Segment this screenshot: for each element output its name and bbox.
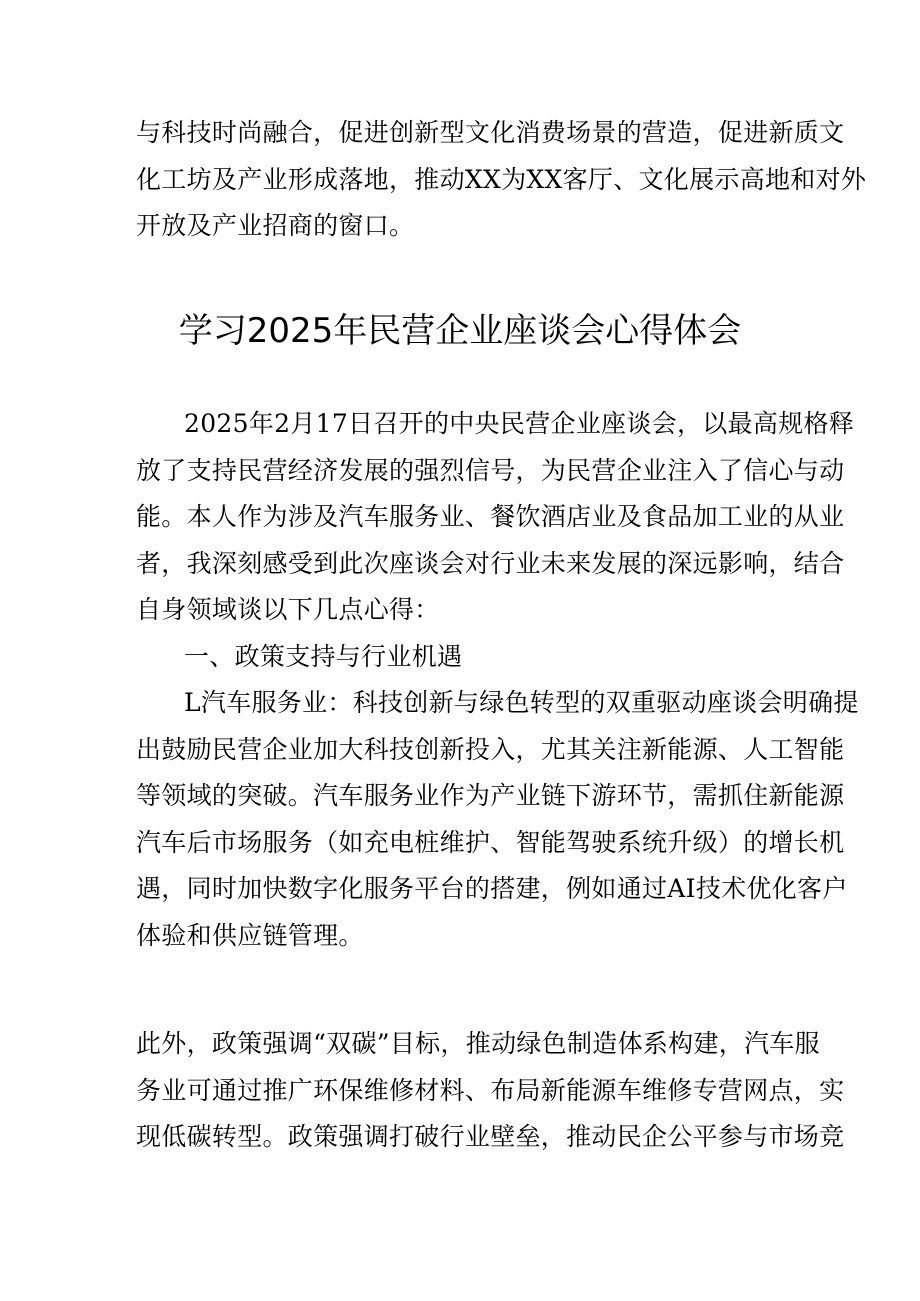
text-line: 此外，政策强调“双碳”目标，推动绿色制造体系构建，汽车服 [136, 1029, 820, 1058]
text-line: 2025年2月17日召开的中央民营企业座谈会，以最高规格释 [184, 409, 855, 438]
text-line: 与科技时尚融合，促进创新型文化消费场景的营造，促进新质文 [136, 118, 845, 147]
text-line: 出鼓励民营企业加大科技创新投入，尤其关注新能源、人工智能 [136, 734, 845, 764]
text-line: 体验和供应链管理。 [136, 920, 364, 950]
text-line: 能。本人作为涉及汽车服务业、餐饮酒店业及食品加工业的从业 [136, 502, 845, 531]
text-line: 开放及产业招商的窗口。 [136, 211, 415, 240]
text-line: 自身领域谈以下几点心得： [136, 595, 440, 624]
text-line: 汽车后市场服务（如充电桩维护、智能驾驶系统升级）的增长机 [136, 827, 845, 857]
text-line: L汽车服务业：科技创新与绿色转型的双重驱动座谈会明确提 [184, 688, 859, 717]
text-line: 等领域的突破。汽车服务业作为产业链下游环节，需抓住新能源 [136, 781, 845, 810]
intro-paragraph [136, 110, 867, 250]
text-line: 化工坊及产业形成落地，推动XX为XX客厅、文化展示高地和对外 [136, 164, 867, 194]
text-line: 务业可通过推广环保维修材料、布局新能源车维修专营网点，实 [136, 1075, 845, 1105]
text-line: 放了支持民营经济发展的强烈信号，为民营企业注入了信心与动 [136, 455, 845, 485]
section-heading: 一、政策支持与行业机遇 [184, 641, 463, 671]
text-line: 者，我深刻感受到此次座谈会对行业未来发展的深远影响，结合 [136, 548, 845, 578]
text-line: 现低碳转型。政策强调打破行业壁垒，推动民企公平参与市场竞 [136, 1122, 845, 1151]
paragraph-dual-carbon [136, 1021, 845, 1161]
document-title: 学习2025年民营企业座谈会心得体会 [178, 311, 742, 351]
paragraph-opening [136, 401, 859, 959]
text-line: 遇，同时加快数字化服务平台的搭建，例如通过AI技术优化客户 [136, 874, 848, 903]
